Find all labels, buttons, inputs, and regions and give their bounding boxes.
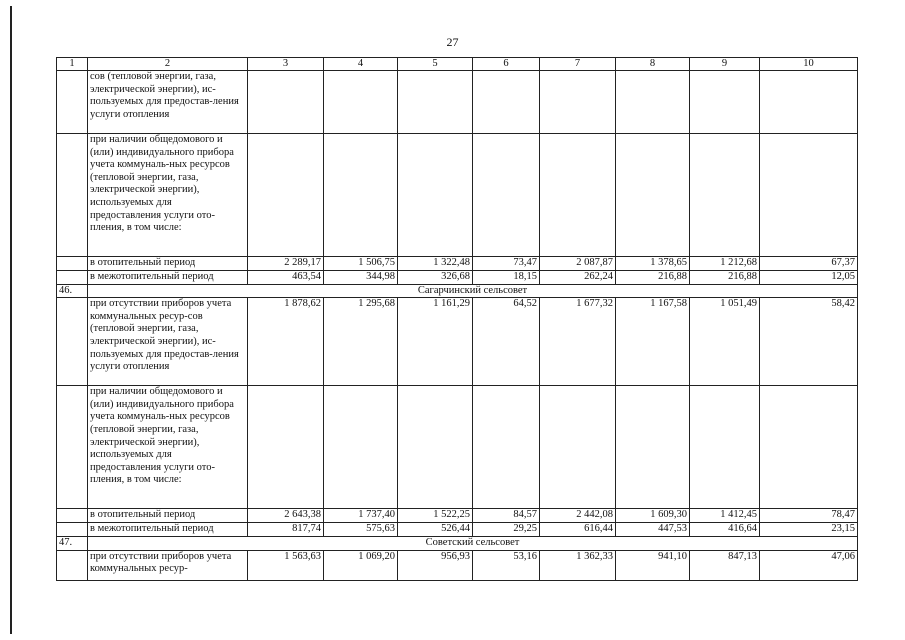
row-index [57,522,88,536]
row-description: сов (тепловой энергии, газа, электрической энергии), ис-пользуемых для предостав-ления услуги отопления [88,71,248,134]
column-header-row [57,58,858,71]
value-cell: 64,52 [473,298,540,386]
value-cell [540,71,616,134]
value-cell [248,71,324,134]
value-cell: 18,15 [473,270,540,284]
row-index: 46. [57,284,88,298]
value-cell: 1 506,75 [324,257,398,271]
value-cell: 956,93 [398,550,473,580]
table-row [57,71,858,134]
value-cell: 216,88 [616,270,690,284]
value-cell: 616,44 [540,522,616,536]
section-row [57,536,858,550]
row-description: в отопительный период [88,509,248,523]
value-cell: 1 167,58 [616,298,690,386]
value-cell: 78,47 [760,509,858,523]
value-cell: 262,24 [540,270,616,284]
row-description: в межотопительный период [88,522,248,536]
value-cell [324,71,398,134]
value-cell: 58,42 [760,298,858,386]
row-index [57,386,88,509]
row-description: при отсутствии приборов учета коммунальных ресур- [88,550,248,580]
row-description: при отсутствии приборов учета коммунальных ресур-сов (тепловой энергии, газа, электрической энергии), ис-пользуемых для предостав-ления услуги отопления [88,298,248,386]
value-cell: 1 609,30 [616,509,690,523]
value-cell: 2 442,08 [540,509,616,523]
column-header: 5 [398,58,473,71]
value-cell: 1 563,63 [248,550,324,580]
tariff-table [56,57,858,581]
row-index [57,257,88,271]
table-row [57,550,858,580]
row-index [57,550,88,580]
value-cell [324,134,398,257]
value-cell: 2 643,38 [248,509,324,523]
row-index [57,71,88,134]
value-cell [760,71,858,134]
row-index [57,298,88,386]
value-cell [616,386,690,509]
left-margin-rule [10,6,12,634]
row-description: при наличии общедомового и (или) индивидуального прибора учета коммуналь-ных ресурсов (тепловой энергии, газа, электрической энергии), используемых для предоставления услуги ото-пления, в том числе: [88,386,248,509]
column-header: 6 [473,58,540,71]
value-cell: 1 322,48 [398,257,473,271]
section-row [57,284,858,298]
value-cell: 1 212,68 [690,257,760,271]
column-header: 4 [324,58,398,71]
value-cell: 1 677,32 [540,298,616,386]
row-description: при наличии общедомового и (или) индивидуального прибора учета коммуналь-ных ресурсов (тепловой энергии, газа, электрической энергии), используемых для предоставления услуги ото-пления, в том числе: [88,134,248,257]
value-cell [398,71,473,134]
table-body [57,58,858,581]
row-index: 47. [57,536,88,550]
table-row [57,522,858,536]
value-cell [398,386,473,509]
row-index [57,270,88,284]
table-row [57,298,858,386]
value-cell [616,134,690,257]
column-header: 8 [616,58,690,71]
value-cell: 447,53 [616,522,690,536]
value-cell [760,134,858,257]
value-cell [690,134,760,257]
column-header: 7 [540,58,616,71]
value-cell: 1 737,40 [324,509,398,523]
value-cell: 575,63 [324,522,398,536]
table-row [57,509,858,523]
value-cell [473,71,540,134]
value-cell: 1 069,20 [324,550,398,580]
value-cell: 29,25 [473,522,540,536]
value-cell: 1 378,65 [616,257,690,271]
value-cell [690,386,760,509]
value-cell: 1 051,49 [690,298,760,386]
row-description: в отопительный период [88,257,248,271]
value-cell [690,71,760,134]
value-cell: 1 522,25 [398,509,473,523]
value-cell [540,134,616,257]
value-cell: 463,54 [248,270,324,284]
column-header: 1 [57,58,88,71]
table-row [57,270,858,284]
column-header: 9 [690,58,760,71]
value-cell: 416,64 [690,522,760,536]
value-cell [616,71,690,134]
value-cell [760,386,858,509]
value-cell: 847,13 [690,550,760,580]
value-cell [473,386,540,509]
value-cell [540,386,616,509]
value-cell [398,134,473,257]
table-row [57,134,858,257]
value-cell [324,386,398,509]
column-header: 3 [248,58,324,71]
value-cell: 47,06 [760,550,858,580]
value-cell: 1 362,33 [540,550,616,580]
value-cell: 216,88 [690,270,760,284]
row-index [57,509,88,523]
value-cell: 2 087,87 [540,257,616,271]
value-cell: 2 289,17 [248,257,324,271]
section-title: Советский сельсовет [88,536,858,550]
column-header: 2 [88,58,248,71]
value-cell: 23,15 [760,522,858,536]
value-cell: 1 295,68 [324,298,398,386]
value-cell: 12,05 [760,270,858,284]
table-row [57,257,858,271]
table-row [57,386,858,509]
section-title: Сагарчинский сельсовет [88,284,858,298]
value-cell [473,134,540,257]
value-cell: 1 161,29 [398,298,473,386]
column-header: 10 [760,58,858,71]
value-cell: 326,68 [398,270,473,284]
row-index [57,134,88,257]
page-number: 27 [446,35,459,49]
value-cell: 941,10 [616,550,690,580]
value-cell: 344,98 [324,270,398,284]
value-cell: 817,74 [248,522,324,536]
value-cell: 73,47 [473,257,540,271]
row-description: в межотопительный период [88,270,248,284]
value-cell: 67,37 [760,257,858,271]
value-cell: 53,16 [473,550,540,580]
value-cell: 1 412,45 [690,509,760,523]
value-cell [248,134,324,257]
value-cell: 84,57 [473,509,540,523]
value-cell: 526,44 [398,522,473,536]
value-cell [248,386,324,509]
value-cell: 1 878,62 [248,298,324,386]
